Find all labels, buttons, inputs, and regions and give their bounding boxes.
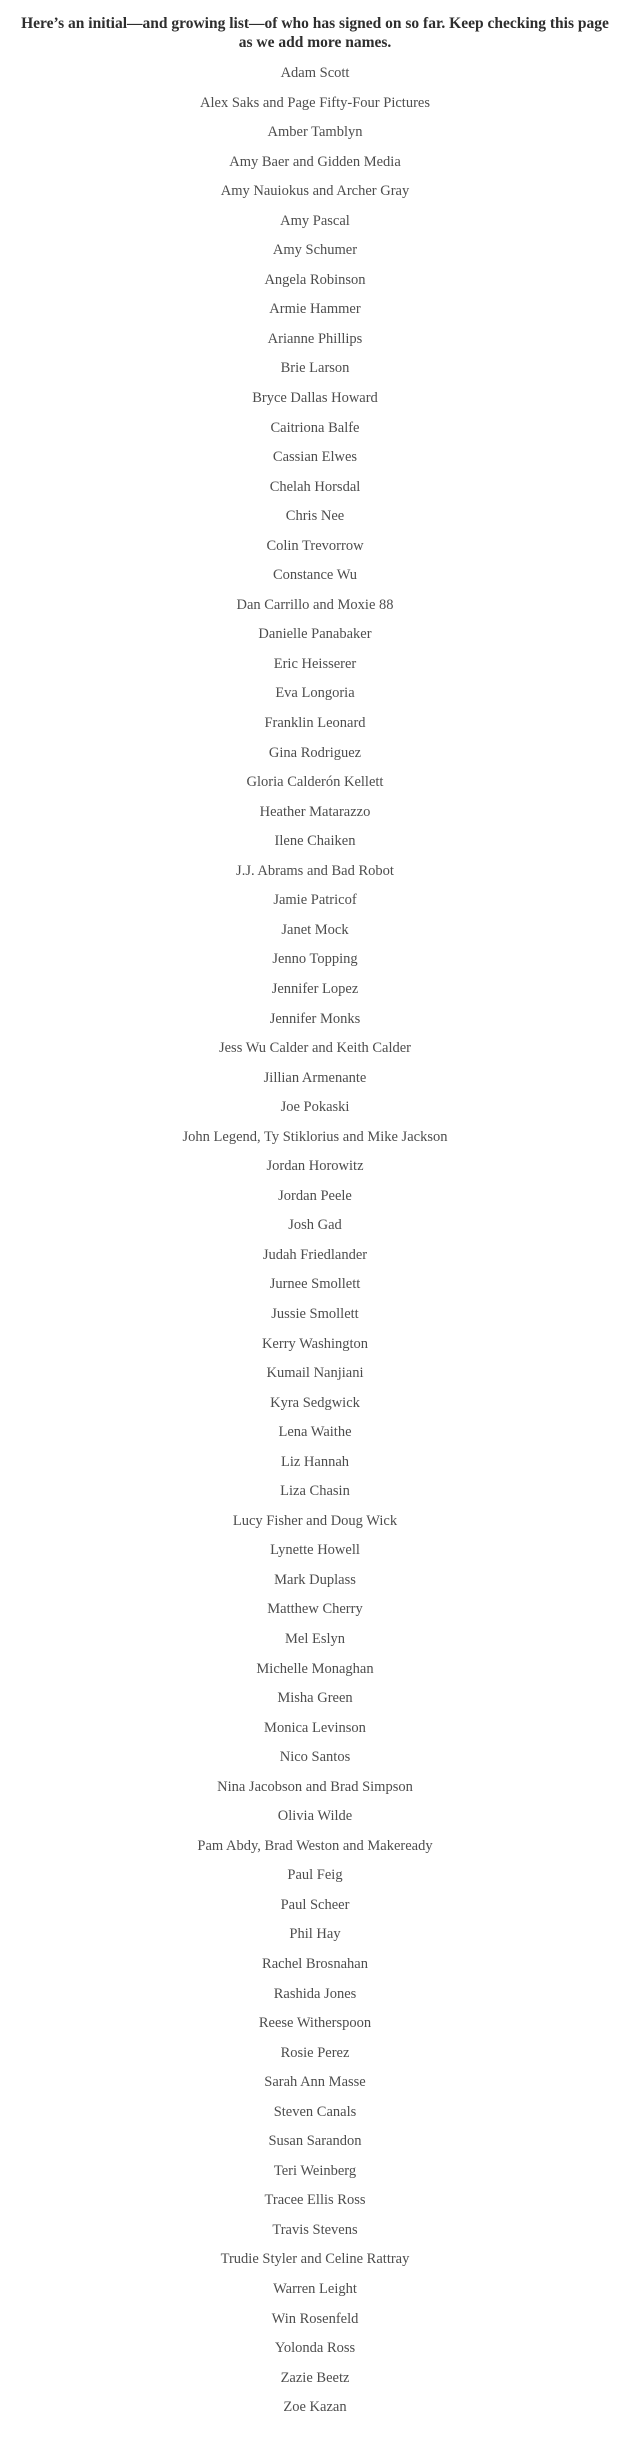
signatory-name: Amy Nauiokus and Archer Gray [220, 183, 410, 200]
signatory-name: Jennifer Monks [269, 1010, 361, 1027]
signatory-name: Joe Pokaski [280, 1099, 350, 1116]
signatory-name: Phil Hay [289, 1926, 341, 1943]
signatory-name: Chris Nee [285, 508, 345, 525]
signatory-name: Josh Gad [288, 1217, 342, 1234]
signatory-name: Pam Abdy, Brad Weston and Makeready [197, 1837, 433, 1854]
signatory-name: Mark Duplass [274, 1571, 356, 1588]
signatory-name: Rashida Jones [273, 1985, 357, 2002]
signatory-name: Jussie Smollett [271, 1305, 359, 1322]
signatory-name: Michelle Monaghan [256, 1660, 374, 1677]
signatory-name: Kumail Nanjiani [266, 1365, 364, 1382]
signatory-name: Win Rosenfeld [271, 2310, 359, 2327]
signatory-name: Nina Jacobson and Brad Simpson [217, 1778, 413, 1795]
signatory-name: John Legend, Ty Stiklorius and Mike Jackson [182, 1128, 448, 1145]
signatory-name: Misha Green [277, 1690, 353, 1707]
signatory-name: Jamie Patricof [273, 892, 357, 909]
signatory-name: Caitriona Balfe [270, 419, 360, 436]
signatory-name: Amber Tamblyn [267, 124, 363, 141]
signatory-name: Adam Scott [280, 65, 350, 81]
signatory-name: Ilene Chaiken [274, 833, 356, 850]
signatory-name: Lynette Howell [270, 1542, 360, 1559]
signatory-list [14, 59, 616, 2423]
signatory-name: Olivia Wilde [277, 1808, 353, 1825]
signatory-name: Brie Larson [280, 360, 350, 377]
signatory-name: Amy Schumer [272, 242, 358, 259]
signatory-name: Rachel Brosnahan [262, 1956, 368, 1972]
signatory-name: Gina Rodriguez [268, 744, 362, 761]
signatory-name: Nico Santos [279, 1749, 351, 1766]
signatory-name: Judah Friedlander [262, 1246, 368, 1263]
signatory-name: Chelah Horsdal [269, 478, 361, 495]
signatory-name: Angela Robinson [264, 271, 366, 288]
signatory-name: Zoe Kazan [283, 2399, 347, 2416]
signatory-name: Lena Waithe [278, 1424, 352, 1441]
signatory-name: Amy Baer and Gidden Media [229, 153, 401, 170]
signatory-name: Danielle Panabaker [258, 626, 372, 643]
signatory-page [0, 14, 630, 2423]
signatory-name: Cassian Elwes [272, 449, 358, 466]
signatory-name: Matthew Cherry [267, 1601, 363, 1618]
signatory-name: Jurnee Smollett [269, 1276, 361, 1293]
signatory-name: Colin Trevorrow [266, 537, 364, 554]
signatory-name: Constance Wu [272, 567, 358, 584]
signatory-name: Jenno Topping [272, 951, 358, 968]
signatory-name: Armie Hammer [269, 301, 361, 318]
signatory-name: Janet Mock [281, 921, 349, 938]
signatory-name: Warren Leight [273, 2281, 357, 2298]
signatory-name: Arianne Phillips [267, 330, 363, 347]
signatory-name: Teri Weinberg [273, 2162, 357, 2179]
intro-text: Here’s an initial—and growing list—of who has signed on so far. Keep checking this page as we add more names. [21, 15, 609, 51]
signatory-name: Paul Feig [287, 1867, 343, 1884]
signatory-name: Lucy Fisher and Doug Wick [232, 1512, 398, 1529]
signatory-name: Zazie Beetz [280, 2369, 350, 2386]
signatory-name: J.J. Abrams and Bad Robot [236, 862, 394, 879]
signatory-name: Trudie Styler and Celine Rattray [220, 2251, 410, 2268]
signatory-name: Reese Witherspoon [258, 2015, 372, 2032]
signatory-name: Tracee Ellis Ross [264, 2192, 366, 2209]
signatory-name: Liza Chasin [280, 1483, 350, 1500]
signatory-name: Steven Canals [273, 2103, 357, 2120]
signatory-name: Kerry Washington [261, 1335, 369, 1352]
signatory-name: Paul Scheer [280, 1896, 350, 1913]
signatory-name: Sarah Ann Masse [264, 2074, 366, 2091]
signatory-name: Amy Pascal [280, 212, 350, 229]
signatory-name: Monica Levinson [264, 1719, 366, 1736]
signatory-name: Yolonda Ross [274, 2340, 356, 2357]
signatory-name: Jess Wu Calder and Keith Calder [218, 1040, 412, 1057]
signatory-name: Eric Heisserer [273, 655, 357, 672]
signatory-name: Bryce Dallas Howard [252, 390, 378, 407]
signatory-name: Jordan Horowitz [266, 1158, 364, 1175]
signatory-name: Heather Matarazzo [259, 803, 371, 820]
signatory-name: Dan Carrillo and Moxie 88 [236, 596, 394, 613]
signatory-name: Eva Longoria [275, 685, 355, 702]
signatory-name: Liz Hannah [280, 1453, 350, 1470]
signatory-name: Franklin Leonard [264, 715, 366, 732]
signatory-name: Susan Sarandon [268, 2133, 362, 2150]
signatory-name: Jennifer Lopez [271, 980, 359, 997]
signatory-name: Travis Stevens [272, 2221, 358, 2238]
signatory-name: Kyra Sedgwick [270, 1394, 360, 1411]
signatory-name: Rosie Perez [280, 2044, 350, 2061]
signatory-name: Alex Saks and Page Fifty-Four Pictures [200, 94, 430, 111]
signatory-name: Jillian Armenante [263, 1069, 367, 1086]
signatory-name: Gloria Calderón Kellett [246, 774, 384, 791]
signatory-name: Jordan Peele [278, 1187, 352, 1204]
signatory-name: Mel Eslyn [284, 1630, 345, 1647]
